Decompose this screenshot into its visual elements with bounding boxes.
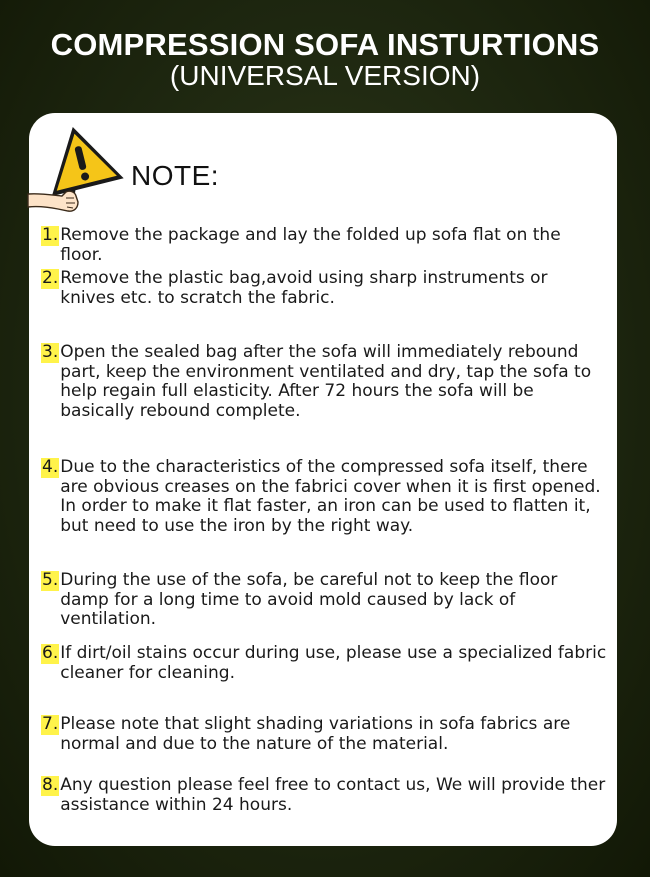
item-number: 5. (42, 570, 59, 590)
page-title: COMPRESSION SOFA INSTURTIONS (50, 27, 600, 62)
item-number: 3. (42, 342, 59, 362)
list-item (41, 343, 607, 421)
item-text: Open the sealed bag after the sofa will immediately rebound part, keep the environment ventilated and dry, tap the sofa to help regain full elasticity. After 72 hours the sofa will be basically rebound complete. (60, 342, 592, 421)
list-item (41, 458, 607, 536)
list-item (41, 226, 607, 265)
item-number: 7. (42, 714, 59, 734)
item-text: Remove the plastic bag,avoid using sharp instruments or knives etc. to scratch the fabric. (60, 268, 548, 308)
list-item (41, 269, 607, 308)
item-text: Remove the package and lay the folded up sofa flat on the floor. (60, 225, 561, 265)
item-number: 8. (42, 775, 59, 795)
list-item (41, 644, 607, 683)
warning-sign-icon (26, 122, 126, 218)
list-item (41, 776, 607, 815)
item-text: During the use of the sofa, be careful not to keep the floor damp for a long time to avoid mold caused by lack of ventilation. (60, 570, 558, 629)
page-subtitle: (UNIVERSAL VERSION) (169, 60, 481, 91)
item-text: Any question please feel free to contact us, We will provide ther assistance within 24 hours. (60, 775, 606, 815)
note-label: NOTE: (131, 160, 220, 191)
item-number: 4. (42, 457, 59, 477)
item-number: 2. (42, 268, 59, 288)
item-text: Due to the characteristics of the compressed sofa itself, there are obvious creases on the fabrici cover when it is first opened. In order to make it flat faster, an iron can be used to flatten it, but need to use the iron by the right way. (60, 457, 601, 536)
item-text: Please note that slight shading variations in sofa fabrics are normal and due to the nature of the material. (60, 714, 571, 754)
item-number: 6. (42, 643, 59, 663)
item-number: 1. (42, 225, 59, 245)
item-text: If dirt/oil stains occur during use, please use a specialized fabric cleaner for cleaning. (60, 643, 607, 683)
list-item (41, 571, 607, 630)
list-item (41, 715, 607, 754)
